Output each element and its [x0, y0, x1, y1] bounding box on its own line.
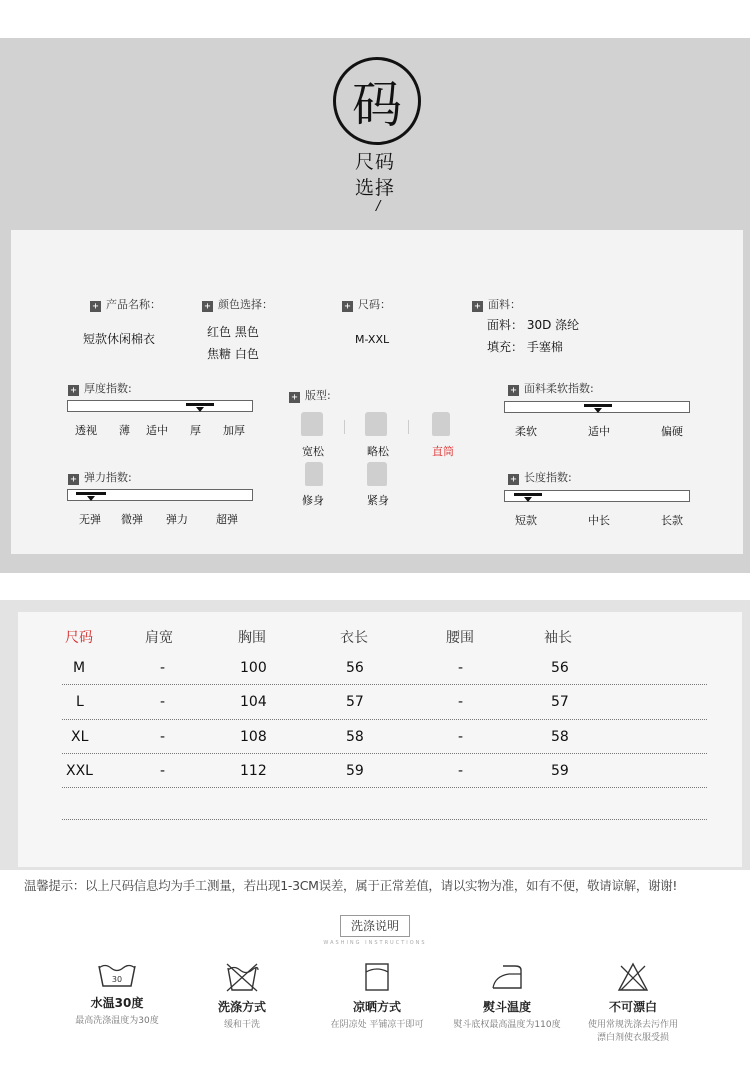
color-label: + 颜色选择： — [202, 296, 273, 312]
table-cell: 108 — [240, 729, 267, 745]
washing-subtitle: WASHING INSTRUCTIONS — [323, 940, 427, 946]
table-cell: 56 — [551, 660, 569, 676]
color-value-line1: 红色 黑色 — [207, 325, 259, 339]
plus-icon: + — [90, 301, 101, 312]
elasticity-label: + 弹力指数: — [68, 469, 132, 485]
care-item-bleach — [568, 962, 698, 1045]
straight-fit-shirt-icon — [432, 412, 450, 436]
thickness-tick: 薄 — [119, 424, 130, 437]
elasticity-tick: 微弹 — [121, 513, 143, 526]
care-name: 凉晒方式 — [352, 1000, 401, 1014]
table-row-divider — [62, 819, 707, 820]
table-cell: 59 — [346, 763, 364, 779]
plus-icon: + — [342, 301, 353, 312]
thickness-arrow-icon — [196, 407, 204, 412]
table-cell: 58 — [551, 729, 569, 745]
elasticity-scale — [67, 489, 253, 501]
plus-icon: + — [68, 474, 79, 485]
table-cell: 100 — [240, 660, 267, 676]
softness-tick: 柔软 — [515, 425, 537, 438]
care-desc: 最高洗涤温度为30度 — [75, 1016, 159, 1026]
softness-tick: 偏硬 — [661, 425, 683, 438]
header-title-line2: 选择 — [354, 177, 395, 199]
table-cell: - — [160, 763, 166, 779]
fit-label: + 版型: — [289, 387, 331, 403]
table-cell: 104 — [240, 694, 267, 710]
washing-title: 洗涤说明 — [340, 915, 410, 937]
length-marker — [514, 493, 542, 496]
table-cell: 59 — [551, 763, 569, 779]
table-cell: - — [458, 763, 464, 779]
care-desc: 缓和干洗 — [223, 1020, 260, 1030]
header-title-line1: 尺码 — [354, 151, 395, 173]
thickness-tick: 加厚 — [223, 424, 245, 437]
table-row-divider — [62, 753, 707, 754]
care-item-wash-temp — [52, 962, 182, 1028]
care-item-wash-method — [177, 962, 307, 1032]
thickness-tick: 厚 — [190, 424, 201, 437]
thickness-tick: 透视 — [75, 424, 97, 437]
dry-flat-icon — [363, 962, 391, 992]
thickness-scale — [67, 400, 253, 412]
relaxed-fit-shirt-icon — [365, 412, 387, 436]
fabric-label: + 面料： — [472, 296, 521, 312]
plus-icon: + — [508, 474, 519, 485]
table-row-divider — [62, 719, 707, 720]
measurement-note: 温馨提示：以上尺码信息均为手工测量，若出现1-3CM误差，属于正常差值，请以实物为准，如有不便，敬请谅解，谢谢! — [24, 878, 678, 893]
size-table-header: 袖长 — [544, 630, 572, 646]
plus-icon: + — [202, 301, 213, 312]
slim-fit-shirt-icon — [305, 462, 323, 486]
fit-divider — [408, 420, 409, 434]
thickness-marker — [186, 403, 214, 406]
table-cell: - — [160, 660, 166, 676]
product-name-value: 短款休闲棉衣 — [83, 332, 156, 346]
length-tick: 长款 — [661, 514, 683, 527]
plus-icon: + — [289, 392, 300, 403]
care-item-drying — [312, 962, 442, 1032]
tight-fit-shirt-icon — [367, 462, 387, 486]
color-value-line2: 焦糖 白色 — [207, 347, 259, 361]
table-cell: 112 — [240, 763, 267, 779]
product-name-label: + 产品名称： — [90, 296, 161, 312]
plus-icon: + — [68, 385, 79, 396]
fit-option: 紧身 — [367, 494, 389, 507]
size-table-header: 肩宽 — [145, 630, 173, 646]
length-tick: 短款 — [515, 514, 537, 527]
header-slash: / — [376, 199, 381, 214]
table-cell: - — [458, 729, 464, 745]
elasticity-tick: 弹力 — [166, 513, 188, 526]
fit-option: 修身 — [302, 494, 324, 507]
table-cell: M — [73, 660, 86, 676]
elasticity-arrow-icon — [87, 496, 95, 501]
care-item-ironing — [442, 962, 572, 1032]
fit-option: 略松 — [367, 445, 389, 458]
elasticity-tick: 无弹 — [79, 513, 101, 526]
size-table-header: 腰围 — [446, 630, 474, 646]
table-row-divider — [62, 684, 707, 685]
plus-icon: + — [508, 385, 519, 396]
care-desc: 熨斗底权最高温度为110度 — [453, 1020, 561, 1030]
table-cell: 57 — [551, 694, 569, 710]
no-machine-wash-icon — [225, 962, 259, 992]
table-cell: L — [76, 694, 84, 710]
size-table — [18, 612, 742, 867]
table-cell: XXL — [66, 763, 93, 779]
size-table-header: 胸围 — [238, 630, 266, 646]
size-range-value: M-XXL — [355, 333, 390, 346]
size-table-header: 衣长 — [340, 630, 368, 646]
softness-tick: 适中 — [588, 425, 610, 438]
table-cell: - — [160, 729, 166, 745]
table-cell: 57 — [346, 694, 364, 710]
softness-label: + 面料柔软指数: — [508, 380, 594, 396]
table-cell: 58 — [346, 729, 364, 745]
care-desc: 使用常规洗涤去污作用 漂白剂使衣服受损 — [587, 1020, 678, 1043]
care-desc: 在阴凉处 平铺凉干即可 — [330, 1020, 424, 1030]
softness-arrow-icon — [594, 408, 602, 413]
loose-fit-shirt-icon — [301, 412, 323, 436]
length-arrow-icon — [524, 497, 532, 502]
size-table-header: 尺码 — [65, 630, 93, 646]
care-name: 熨斗温度 — [482, 1000, 531, 1014]
softness-scale — [504, 401, 690, 413]
size-logo — [333, 57, 421, 145]
length-label: + 长度指数: — [508, 469, 572, 485]
table-cell: - — [458, 660, 464, 676]
thickness-tick: 适中 — [146, 424, 168, 437]
table-cell: - — [160, 694, 166, 710]
elasticity-tick: 超弹 — [216, 513, 238, 526]
wash-temp-text: 30 — [111, 975, 123, 984]
fit-option: 宽松 — [302, 445, 324, 458]
care-name: 水温30度 — [90, 996, 144, 1010]
logo-char: 码 — [352, 76, 402, 134]
fit-divider — [344, 420, 345, 434]
no-bleach-icon — [617, 962, 649, 992]
care-name: 不可漂白 — [608, 1000, 657, 1014]
plus-icon: + — [472, 301, 483, 312]
length-tick: 中长 — [588, 514, 610, 527]
fabric-value-line2: 填充： 手塞棉 — [487, 340, 563, 354]
table-row-divider — [62, 787, 707, 788]
table-cell: 56 — [346, 660, 364, 676]
wash-30-icon — [97, 962, 137, 988]
iron-icon — [489, 962, 525, 992]
fit-option-selected: 直筒 — [432, 445, 454, 458]
elasticity-marker — [76, 492, 106, 495]
thickness-label: + 厚度指数: — [68, 380, 132, 396]
care-name: 洗涤方式 — [217, 1000, 266, 1014]
fabric-value-line1: 面料： 30D 涤纶 — [487, 318, 580, 332]
table-cell: - — [458, 694, 464, 710]
softness-marker — [584, 404, 612, 407]
size-label: + 尺码： — [342, 296, 391, 312]
table-cell: XL — [71, 729, 89, 745]
length-scale — [504, 490, 690, 502]
